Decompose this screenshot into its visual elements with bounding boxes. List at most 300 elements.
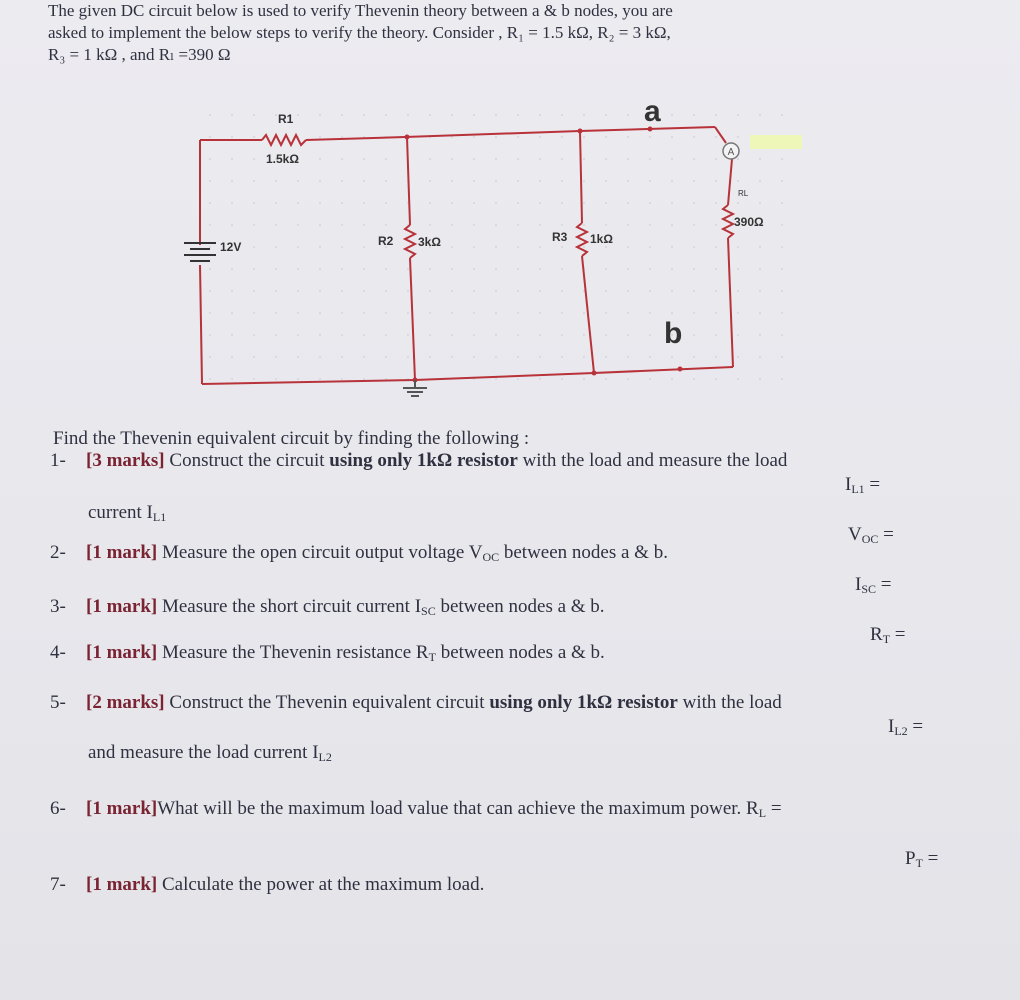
grid-dot bbox=[605, 334, 607, 336]
grid-dot bbox=[517, 334, 519, 336]
question-number: 5- bbox=[50, 692, 66, 713]
grid-dot bbox=[253, 180, 255, 182]
question-marks: [1 mark] bbox=[86, 596, 158, 617]
grid-dot bbox=[297, 114, 299, 116]
grid-dot bbox=[209, 136, 211, 138]
grid-dot bbox=[231, 114, 233, 116]
grid-dot bbox=[385, 334, 387, 336]
grid-dot bbox=[275, 246, 277, 248]
grid-dot bbox=[781, 180, 783, 182]
grid-dot bbox=[429, 202, 431, 204]
grid-dot bbox=[561, 180, 563, 182]
grid-dot bbox=[649, 334, 651, 336]
question-emphasis: using only 1kΩ resistor bbox=[489, 692, 678, 713]
grid-dot bbox=[253, 356, 255, 358]
grid-dot bbox=[627, 202, 629, 204]
grid-dot bbox=[781, 378, 783, 380]
ground-icon bbox=[403, 380, 427, 396]
grid-dot bbox=[517, 136, 519, 138]
question-text: What will be the maximum load value that can achieve the maximum power. R bbox=[157, 798, 759, 819]
grid-dot bbox=[231, 334, 233, 336]
grid-dot bbox=[363, 158, 365, 160]
grid-dot bbox=[781, 114, 783, 116]
grid-dot bbox=[429, 312, 431, 314]
intro-line-3: R₃ = 1 kΩ , and Rₗ =390 Ω bbox=[48, 45, 231, 64]
grid-dot bbox=[253, 136, 255, 138]
grid-dot bbox=[451, 290, 453, 292]
answer-label-3: $I_{SC}$ = bbox=[855, 574, 892, 596]
grid-dot bbox=[671, 114, 673, 116]
grid-dot bbox=[671, 202, 673, 204]
grid-dot bbox=[363, 246, 365, 248]
grid-dot bbox=[341, 378, 343, 380]
grid-dot bbox=[495, 356, 497, 358]
grid-dot bbox=[209, 224, 211, 226]
grid-dot bbox=[209, 356, 211, 358]
grid-dot bbox=[275, 224, 277, 226]
grid-dot bbox=[385, 268, 387, 270]
grid-dot bbox=[297, 268, 299, 270]
grid-dot bbox=[693, 158, 695, 160]
grid-dot bbox=[539, 290, 541, 292]
grid-dot bbox=[473, 246, 475, 248]
question-text-end: between nodes a & b. bbox=[499, 542, 668, 563]
grid-dot bbox=[319, 378, 321, 380]
grid-dot bbox=[209, 290, 211, 292]
grid-dot bbox=[407, 334, 409, 336]
grid-dot bbox=[561, 312, 563, 314]
rl-name-label: RL bbox=[738, 189, 749, 198]
question-6: 6- [1 mark]What will be the maximum load value that can achieve the maximum power. $R_L$ = bbox=[50, 798, 782, 820]
grid-dot bbox=[737, 180, 739, 182]
grid-dot bbox=[539, 180, 541, 182]
grid-dot bbox=[649, 136, 651, 138]
grid-dot bbox=[385, 158, 387, 160]
grid-dot bbox=[539, 312, 541, 314]
grid-dot bbox=[539, 378, 541, 380]
grid-dot bbox=[341, 356, 343, 358]
grid-dot bbox=[693, 312, 695, 314]
grid-dot bbox=[605, 202, 607, 204]
grid-dot bbox=[561, 334, 563, 336]
grid-dot bbox=[759, 312, 761, 314]
grid-dot bbox=[363, 290, 365, 292]
grid-dot bbox=[209, 268, 211, 270]
grid-dot bbox=[539, 246, 541, 248]
grid-dot bbox=[407, 290, 409, 292]
grid-dot bbox=[275, 202, 277, 204]
grid-dot bbox=[649, 356, 651, 358]
grid-dot bbox=[517, 378, 519, 380]
grid-dot bbox=[429, 114, 431, 116]
grid-dot bbox=[715, 224, 717, 226]
grid-dot bbox=[693, 224, 695, 226]
grid-dot bbox=[715, 158, 717, 160]
grid-dot bbox=[759, 202, 761, 204]
grid-dot bbox=[341, 136, 343, 138]
question-text-end: with the load bbox=[677, 692, 782, 713]
grid-dot bbox=[341, 268, 343, 270]
grid-dot bbox=[737, 268, 739, 270]
grid-dot bbox=[715, 114, 717, 116]
grid-dot bbox=[451, 158, 453, 160]
grid-dot bbox=[737, 202, 739, 204]
grid-dot bbox=[671, 158, 673, 160]
grid-dot bbox=[737, 334, 739, 336]
grid-dot bbox=[231, 180, 233, 182]
grid-dot bbox=[231, 202, 233, 204]
grid-dot bbox=[451, 356, 453, 358]
grid-dot bbox=[583, 136, 585, 138]
grid-dot bbox=[715, 180, 717, 182]
r2-resistor bbox=[405, 225, 415, 258]
grid-dot bbox=[671, 290, 673, 292]
grid-dot bbox=[209, 202, 211, 204]
grid-dot bbox=[363, 202, 365, 204]
grid-dot bbox=[385, 290, 387, 292]
grid-dot bbox=[429, 224, 431, 226]
grid-dot bbox=[385, 180, 387, 182]
grid-dot bbox=[583, 224, 585, 226]
grid-dot bbox=[209, 114, 211, 116]
grid-dot bbox=[209, 180, 211, 182]
grid-dot bbox=[473, 224, 475, 226]
node-b-dot bbox=[678, 367, 683, 372]
question-1-continuation: current $I_{L1}$ bbox=[88, 502, 167, 524]
grid-dot bbox=[319, 114, 321, 116]
grid-dot bbox=[737, 378, 739, 380]
grid-dot bbox=[385, 356, 387, 358]
question-text-end: with the load and measure the load bbox=[517, 450, 788, 471]
grid-dot bbox=[495, 378, 497, 380]
grid-dot bbox=[715, 136, 717, 138]
grid-dot bbox=[605, 290, 607, 292]
grid-dot bbox=[209, 158, 211, 160]
grid-dot bbox=[539, 268, 541, 270]
grid-dot bbox=[275, 114, 277, 116]
grid-dot bbox=[649, 378, 651, 380]
grid-dot bbox=[737, 136, 739, 138]
grid-dot bbox=[561, 202, 563, 204]
grid-dot bbox=[517, 158, 519, 160]
ammeter-symbol: A bbox=[727, 147, 735, 158]
grid-dot bbox=[605, 114, 607, 116]
grid-dot bbox=[517, 180, 519, 182]
grid-dot bbox=[517, 356, 519, 358]
grid-dot bbox=[231, 378, 233, 380]
grid-dot bbox=[671, 378, 673, 380]
question-text: Measure the short circuit current I bbox=[157, 596, 422, 617]
grid-dot bbox=[539, 114, 541, 116]
grid-dot bbox=[583, 114, 585, 116]
grid-dot bbox=[451, 224, 453, 226]
grid-dot bbox=[649, 290, 651, 292]
grid-dot bbox=[495, 180, 497, 182]
grid-dot bbox=[781, 312, 783, 314]
grid-dot bbox=[407, 268, 409, 270]
grid-dot bbox=[583, 202, 585, 204]
grid-dot bbox=[583, 246, 585, 248]
grid-dot bbox=[473, 136, 475, 138]
grid-dot bbox=[539, 136, 541, 138]
question-emphasis: using only 1kΩ resistor bbox=[329, 450, 518, 471]
grid-dot bbox=[319, 246, 321, 248]
grid-dot bbox=[451, 114, 453, 116]
grid-dot bbox=[561, 290, 563, 292]
grid-dot bbox=[297, 224, 299, 226]
grid-dot bbox=[341, 202, 343, 204]
grid-dot bbox=[715, 290, 717, 292]
grid-dot bbox=[341, 224, 343, 226]
question-text-end: between nodes a & b. bbox=[435, 596, 605, 617]
grid-dot bbox=[517, 268, 519, 270]
grid-dot bbox=[605, 312, 607, 314]
grid-dot bbox=[715, 312, 717, 314]
grid-dot bbox=[407, 114, 409, 116]
question-number: 6- bbox=[50, 798, 66, 819]
grid-dot bbox=[341, 180, 343, 182]
grid-dot bbox=[253, 202, 255, 204]
grid-dot bbox=[473, 202, 475, 204]
grid-dot bbox=[363, 114, 365, 116]
grid-dot bbox=[495, 268, 497, 270]
grid-dot bbox=[627, 268, 629, 270]
grid-dot bbox=[363, 268, 365, 270]
grid-dot bbox=[781, 290, 783, 292]
question-marks: [1 mark] bbox=[86, 874, 158, 895]
grid-dot bbox=[319, 224, 321, 226]
grid-dot bbox=[561, 378, 563, 380]
grid-dot bbox=[737, 246, 739, 248]
grid-dot bbox=[781, 246, 783, 248]
grid-dot bbox=[539, 202, 541, 204]
grid-dot bbox=[451, 334, 453, 336]
grid-dot bbox=[319, 180, 321, 182]
grid-dot bbox=[429, 268, 431, 270]
grid-dot bbox=[605, 158, 607, 160]
grid-dot bbox=[407, 356, 409, 358]
grid-dot bbox=[495, 334, 497, 336]
grid-dot bbox=[693, 378, 695, 380]
grid-dot bbox=[275, 378, 277, 380]
grid-dot bbox=[451, 180, 453, 182]
grid-dot bbox=[759, 356, 761, 358]
r1-resistor bbox=[262, 135, 306, 145]
grid-dot bbox=[627, 158, 629, 160]
grid-dot bbox=[495, 312, 497, 314]
grid-dot bbox=[517, 312, 519, 314]
grid-dot bbox=[385, 224, 387, 226]
grid-dot bbox=[231, 312, 233, 314]
rl-value-label: 390Ω bbox=[734, 215, 764, 229]
grid-dot bbox=[737, 312, 739, 314]
grid-dot bbox=[781, 224, 783, 226]
grid-dot bbox=[759, 114, 761, 116]
grid-dot bbox=[297, 356, 299, 358]
grid-dot bbox=[605, 224, 607, 226]
question-marks: [2 marks] bbox=[86, 692, 165, 713]
grid-dot bbox=[693, 334, 695, 336]
grid-dot bbox=[583, 312, 585, 314]
grid-dot bbox=[495, 158, 497, 160]
grid-dot bbox=[781, 158, 783, 160]
grid-dot bbox=[253, 224, 255, 226]
grid-dot bbox=[693, 356, 695, 358]
grid-dot bbox=[297, 290, 299, 292]
grid-dot bbox=[297, 334, 299, 336]
grid-dot bbox=[363, 378, 365, 380]
grid-dot bbox=[759, 378, 761, 380]
grid-dot bbox=[253, 312, 255, 314]
answer-label-7: $P_T$ = bbox=[905, 848, 939, 870]
r1-name-label: R1 bbox=[278, 112, 294, 126]
question-text-end: = bbox=[766, 798, 782, 819]
grid-dot bbox=[473, 356, 475, 358]
grid-dot bbox=[253, 158, 255, 160]
grid-dot bbox=[231, 224, 233, 226]
grid-dot bbox=[759, 180, 761, 182]
grid-dot bbox=[583, 180, 585, 182]
grid-dot bbox=[473, 180, 475, 182]
grid-dot bbox=[671, 356, 673, 358]
grid-dot bbox=[495, 136, 497, 138]
grid-dot bbox=[495, 224, 497, 226]
grid-dot bbox=[275, 290, 277, 292]
grid-dot bbox=[473, 268, 475, 270]
grid-dot bbox=[671, 268, 673, 270]
grid-dot bbox=[715, 246, 717, 248]
grid-dot bbox=[627, 356, 629, 358]
grid-dot bbox=[715, 356, 717, 358]
grid-dot bbox=[429, 334, 431, 336]
grid-dot bbox=[561, 356, 563, 358]
grid-dot bbox=[759, 246, 761, 248]
grid-dot bbox=[737, 356, 739, 358]
grid-dot bbox=[209, 334, 211, 336]
r2-value-label: 3kΩ bbox=[418, 235, 441, 249]
grid-dot bbox=[341, 114, 343, 116]
grid-dot bbox=[209, 246, 211, 248]
grid-dot bbox=[627, 180, 629, 182]
grid-dot bbox=[649, 246, 651, 248]
grid-dot bbox=[231, 356, 233, 358]
grid-dot bbox=[429, 356, 431, 358]
answer-label-2: $V_{OC}$ = bbox=[848, 524, 894, 546]
grid-dot bbox=[451, 268, 453, 270]
grid-dot bbox=[275, 312, 277, 314]
grid-dot bbox=[495, 202, 497, 204]
question-text-end: between nodes a & b. bbox=[435, 642, 605, 663]
grid-dot bbox=[363, 312, 365, 314]
grid-dot bbox=[363, 180, 365, 182]
question-7 bbox=[50, 872, 484, 898]
grid-dot bbox=[517, 246, 519, 248]
question-number: 2- bbox=[50, 542, 66, 563]
grid-dot bbox=[627, 378, 629, 380]
grid-dot bbox=[693, 136, 695, 138]
grid-dot bbox=[429, 290, 431, 292]
grid-dot bbox=[253, 378, 255, 380]
grid-dot bbox=[253, 268, 255, 270]
grid-dot bbox=[781, 334, 783, 336]
grid-dot bbox=[737, 158, 739, 160]
question-text: Construct the circuit bbox=[164, 450, 330, 471]
grid-dot bbox=[605, 180, 607, 182]
question-marks: [1 mark] bbox=[86, 642, 158, 663]
grid-dot bbox=[385, 114, 387, 116]
grid-dot bbox=[473, 312, 475, 314]
question-marks: [1 mark] bbox=[86, 542, 158, 563]
grid-dot bbox=[363, 356, 365, 358]
grid-dot bbox=[627, 334, 629, 336]
grid-dot bbox=[473, 290, 475, 292]
grid-dot bbox=[253, 246, 255, 248]
node-a-label: a bbox=[644, 95, 661, 128]
grid-dot bbox=[561, 136, 563, 138]
grid-dot bbox=[319, 290, 321, 292]
grid-dot bbox=[275, 334, 277, 336]
grid-dot bbox=[627, 224, 629, 226]
grid-dot bbox=[275, 268, 277, 270]
r1-value-label: 1.5kΩ bbox=[266, 152, 299, 166]
grid-dot bbox=[473, 334, 475, 336]
grid-dot bbox=[341, 312, 343, 314]
intro-line-2: asked to implement the below steps to verify the theory. Consider , R₁ = 1.5 kΩ, R₂ = 3 kΩ, bbox=[48, 23, 671, 42]
grid-dot bbox=[649, 180, 651, 182]
grid-dot bbox=[253, 334, 255, 336]
ammeter-icon bbox=[723, 135, 802, 159]
grid-dot bbox=[319, 334, 321, 336]
question-number: 1- bbox=[50, 450, 66, 471]
question-1 bbox=[50, 448, 787, 474]
grid-dot bbox=[209, 378, 211, 380]
grid-dot bbox=[583, 334, 585, 336]
r3-resistor bbox=[577, 223, 587, 256]
grid-dot bbox=[627, 246, 629, 248]
grid-dot bbox=[297, 312, 299, 314]
grid-dot bbox=[627, 312, 629, 314]
grid-dot bbox=[473, 114, 475, 116]
grid-dot bbox=[693, 114, 695, 116]
grid-dot bbox=[561, 246, 563, 248]
grid-dot bbox=[539, 224, 541, 226]
grid-dot bbox=[319, 136, 321, 138]
grid-dot bbox=[759, 334, 761, 336]
grid-dot bbox=[363, 334, 365, 336]
grid-dot bbox=[297, 246, 299, 248]
node-b-label: b bbox=[664, 317, 683, 350]
grid-dot bbox=[517, 202, 519, 204]
grid-dot bbox=[451, 312, 453, 314]
grid-dot bbox=[715, 378, 717, 380]
question-number: 3- bbox=[50, 596, 66, 617]
grid-dot bbox=[759, 268, 761, 270]
grid-dot bbox=[517, 290, 519, 292]
question-5-continuation: and measure the load current $I_{L2}$ bbox=[88, 742, 332, 764]
grid-dot bbox=[341, 158, 343, 160]
grid-dot bbox=[517, 224, 519, 226]
grid-dot bbox=[627, 136, 629, 138]
question-number: 4- bbox=[50, 642, 66, 663]
grid-dot bbox=[231, 158, 233, 160]
grid-dot bbox=[385, 202, 387, 204]
grid-dot bbox=[297, 378, 299, 380]
grid-dot bbox=[451, 246, 453, 248]
grid-dot bbox=[253, 114, 255, 116]
grid-dot bbox=[605, 136, 607, 138]
grid-dot bbox=[715, 268, 717, 270]
grid-dot bbox=[495, 290, 497, 292]
